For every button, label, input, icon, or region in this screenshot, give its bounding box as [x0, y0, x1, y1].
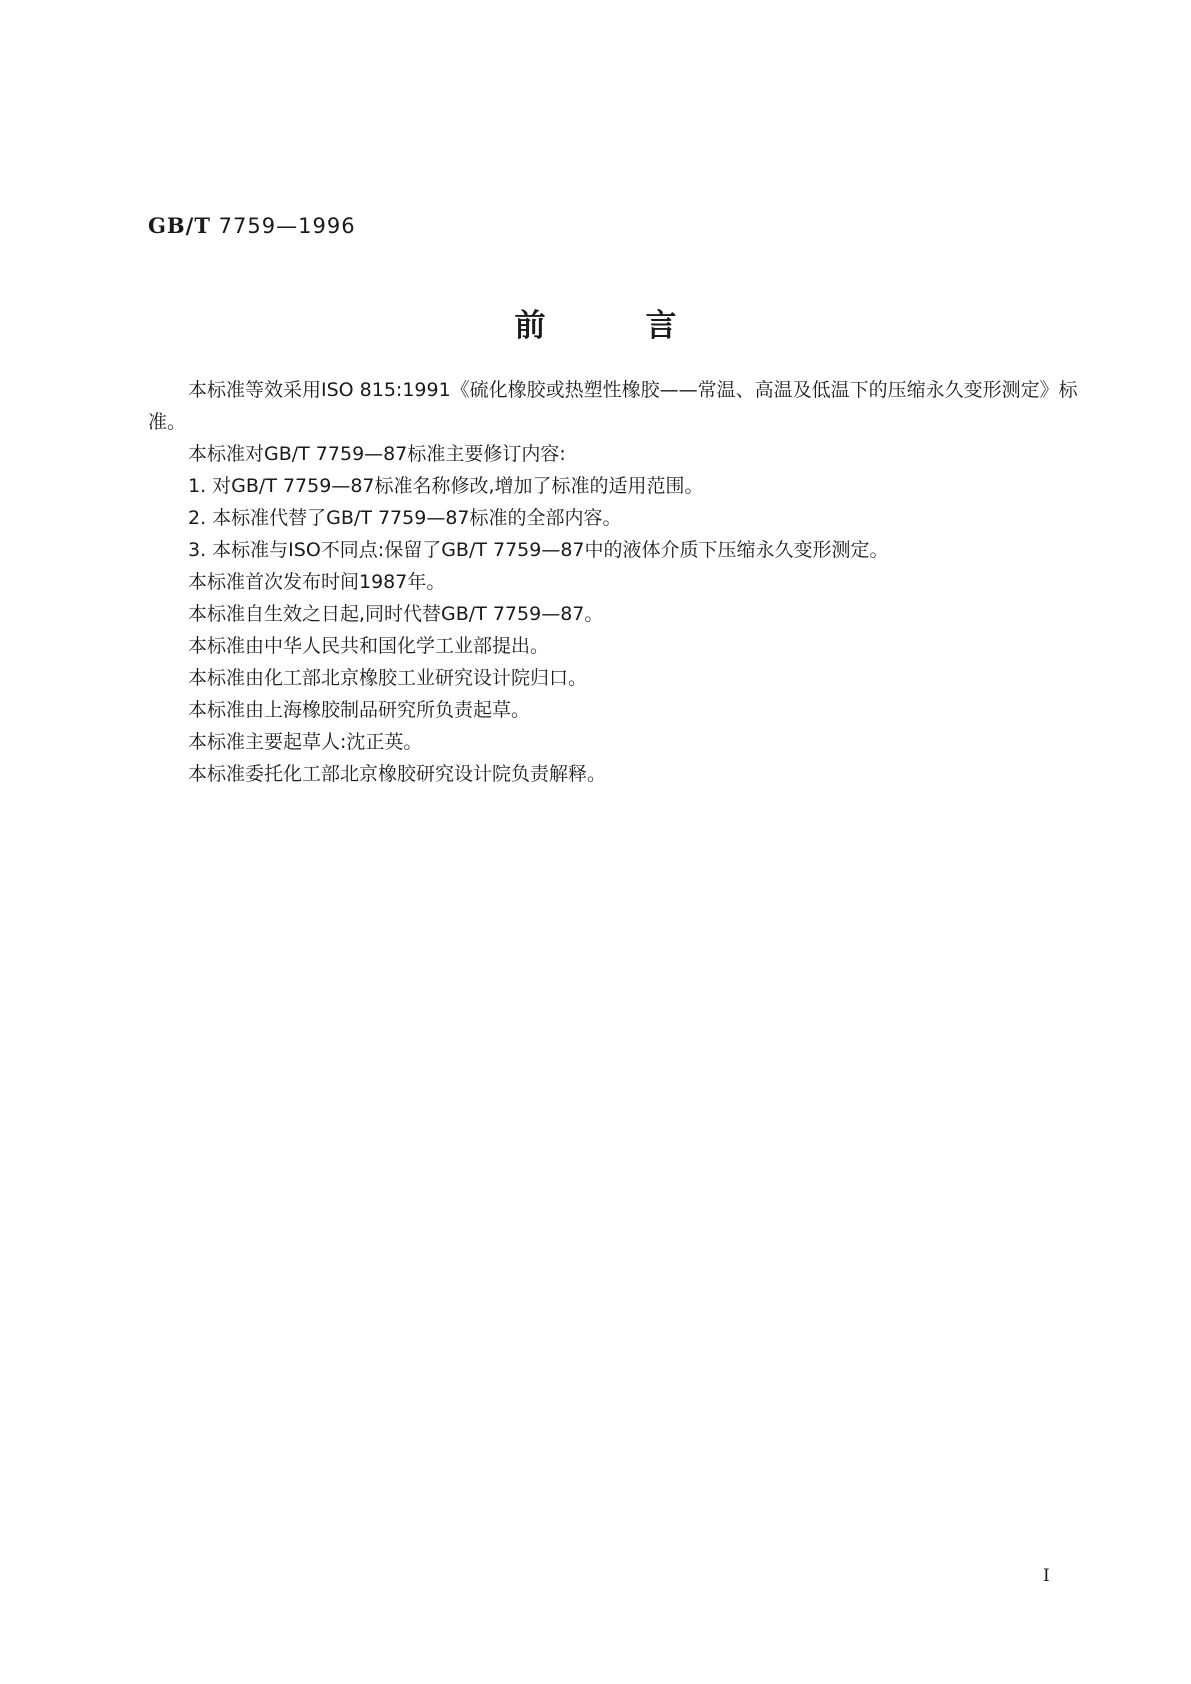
foreword-paragraph: 本标准由上海橡胶制品研究所负责起草。 [188, 699, 531, 721]
revision-item: 1. 对GB/T 7759—87标准名称修改,增加了标准的适用范围。 [188, 475, 704, 497]
standard-code [148, 213, 356, 238]
foreword-paragraph: 本标准委托化工部北京橡胶研究设计院负责解释。 [188, 763, 607, 785]
foreword-paragraph: 本标准由中华人民共和国化学工业部提出。 [188, 635, 550, 657]
foreword-body [148, 374, 1078, 790]
standard-number: 7759—1996 [218, 214, 356, 238]
foreword-paragraph: 本标准对GB/T 7759—87标准主要修订内容: [188, 443, 566, 465]
foreword-paragraph: 本标准自生效之日起,同时代替GB/T 7759—87。 [188, 603, 604, 625]
revision-item: 3. 本标准与ISO不同点:保留了GB/T 7759—87中的液体介质下压缩永久变形测定。 [188, 539, 889, 561]
page-number: I [1043, 1566, 1050, 1586]
foreword-paragraph: 本标准首次发布时间1987年。 [188, 571, 446, 593]
page-title: 前言 [514, 308, 777, 344]
revision-item: 2. 本标准代替了GB/T 7759—87标准的全部内容。 [188, 507, 622, 529]
standard-prefix: GB/T [148, 213, 211, 238]
foreword-paragraph: 本标准等效采用ISO 815:1991《硫化橡胶或热塑性橡胶——常温、高温及低温下的压缩永久变形测定》标准。 [148, 379, 1078, 433]
foreword-paragraph: 本标准主要起草人:沈正英。 [188, 731, 423, 753]
foreword-paragraph: 本标准由化工部北京橡胶工业研究设计院归口。 [188, 667, 588, 689]
